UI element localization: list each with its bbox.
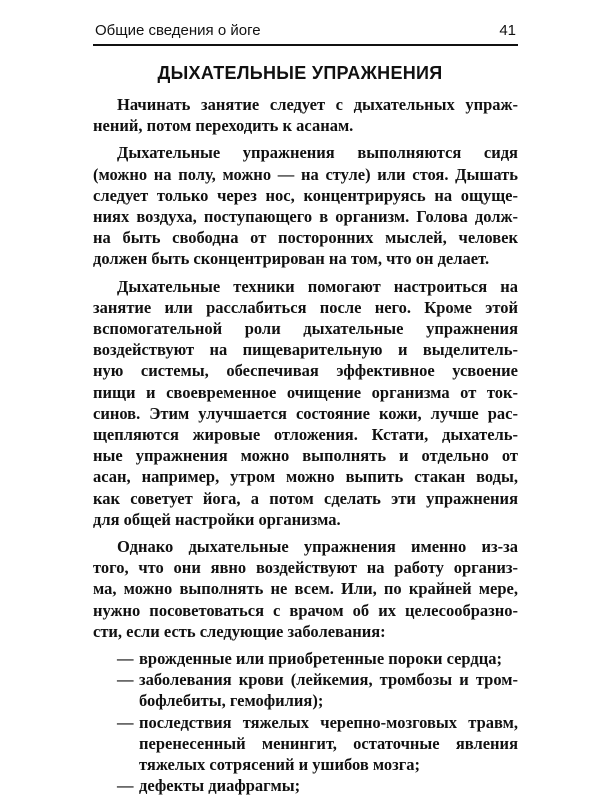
paragraph-1 xyxy=(93,94,518,136)
text-line: ниях воздуха, поступающего в организм. Голова долж- xyxy=(93,207,518,227)
list-dash: — xyxy=(117,670,134,690)
list-dash: — xyxy=(117,776,134,796)
text-line: асан, например, утром можно выпить стакан воды, xyxy=(93,467,518,487)
list-item xyxy=(93,669,518,711)
disease-list xyxy=(93,648,518,796)
text-line: Дыхательные упражнения выполняются сидя xyxy=(117,143,518,163)
list-item xyxy=(93,775,518,796)
text-line: заболевания крови (лейкемия, тромбозы и тром- xyxy=(139,670,518,690)
text-line: перенесенный менингит, остаточные явления xyxy=(139,733,518,753)
text-line: Начинать занятие следует с дыхательных упраж- xyxy=(117,95,518,114)
text-line: Дыхательные техники помогают настроиться на xyxy=(117,276,518,296)
text-line: бофлебиты, гемофилия); xyxy=(139,691,324,711)
text-line: как советует йога, а потом сделать эти упражнения xyxy=(93,488,518,508)
text-line: врожденные или приобретенные пороки сердца; xyxy=(139,649,502,669)
text-line: (можно на полу, можно — на стуле) или стоя. Дышать xyxy=(93,164,518,184)
list-dash: — xyxy=(117,649,134,669)
paragraph-2 xyxy=(93,142,518,269)
text-line: для общей настройки организма. xyxy=(93,509,341,529)
text-line: сти, если есть следующие заболевания: xyxy=(93,621,386,641)
text-line: воздействуют на пищеварительную и выделитель- xyxy=(93,340,518,360)
running-title: Общие сведения о йоге xyxy=(95,22,261,39)
text-line: Однако дыхательные упражнения именно из-за xyxy=(117,537,518,557)
text-line: дефекты диафрагмы; xyxy=(139,776,301,796)
list-item xyxy=(93,712,518,776)
text-line: нений, потом переходить к асанам. xyxy=(93,116,354,136)
text-line: занятие или расслабиться после него. Кроме этой xyxy=(93,297,518,317)
text-line: на быть свободна от посторонних мыслей, человек xyxy=(93,228,518,248)
text-line: следует только через нос, концентрируясь на ощуще- xyxy=(93,185,518,205)
list-dash: — xyxy=(117,712,134,732)
text-line: ную системы, обеспечивая эффективное усвоение xyxy=(93,361,518,381)
text-line: нужно посоветоваться с врачом об их целесообразно- xyxy=(93,600,518,620)
page-header xyxy=(93,16,518,46)
paragraph-4 xyxy=(93,536,518,642)
text-line: должен быть сконцентрирован на том, что он делает. xyxy=(93,249,490,269)
page-number: 41 xyxy=(499,22,516,39)
text-line: тяжелых сотрясений и ушибов мозга; xyxy=(139,755,421,775)
list-item xyxy=(93,648,518,669)
text-line: последствия тяжелых черепно-мозговых травм, xyxy=(139,712,518,732)
text-line: того, что они явно воздействуют на работу организ- xyxy=(93,558,518,578)
section-title: ДЫХАТЕЛЬНЫЕ УПРАЖНЕНИЯ xyxy=(157,63,443,83)
text-line: ма, можно выполнять не всем. Или, по крайней мере, xyxy=(93,579,518,599)
text-line: пищи и своевременное очищение организма от ток- xyxy=(93,382,518,402)
text-line: вспомогательной роли дыхательные упражнения xyxy=(93,319,518,339)
paragraph-3 xyxy=(93,276,518,530)
text-line: щепляются жировые отложения. Кстати, дыхатель- xyxy=(93,425,518,445)
body-text xyxy=(93,94,518,797)
text-line: ные упражнения можно выполнять и отдельно от xyxy=(93,446,518,466)
text-line: синов. Этим улучшается состояние кожи, лучше рас- xyxy=(93,403,518,423)
